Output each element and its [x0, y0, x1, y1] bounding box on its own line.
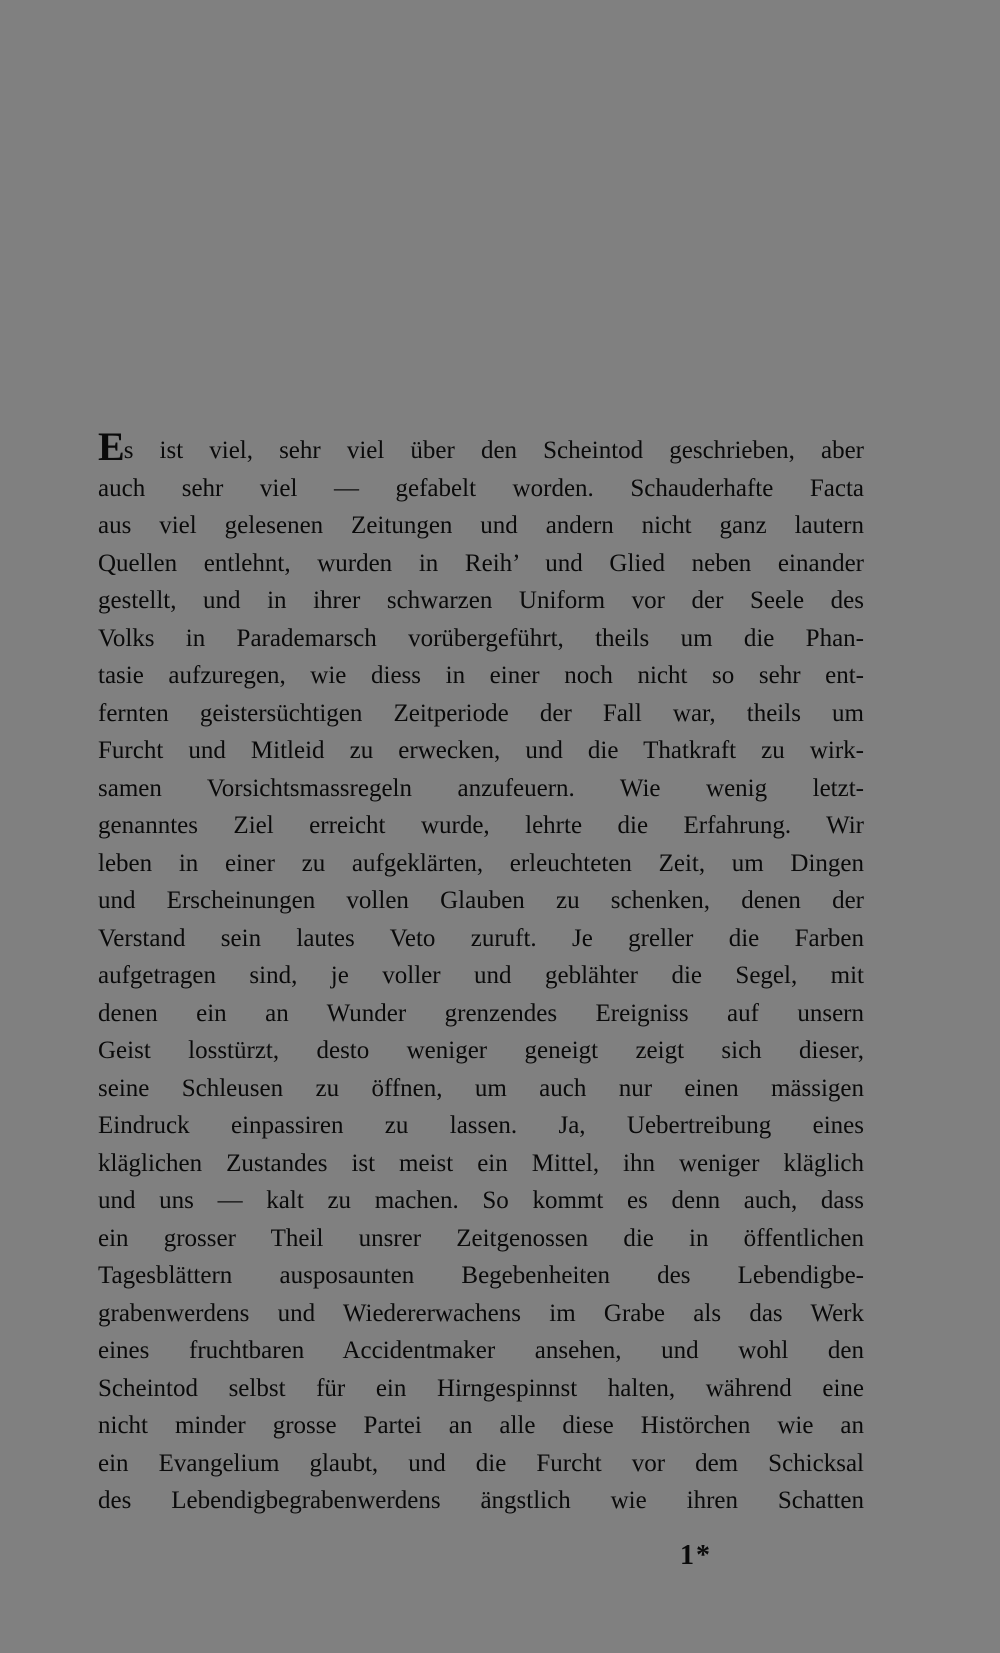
text-line: leben in einer zu aufgeklärten, erleuchteten Zeit, um Dingen [98, 849, 864, 877]
text-line: Geist losstürzt, desto weniger geneigt zeigt sich dieser, [98, 1037, 864, 1064]
body-text [98, 424, 864, 1520]
text-line: Volks in Parademarsch vorübergeführt, theils um die Phan- [98, 624, 864, 652]
text-line: gestellt, und in ihrer schwarzen Uniform vor der Seele des [98, 587, 864, 614]
text-line: Verstand sein lautes Veto zuruft. Je greller die Farben [98, 924, 864, 952]
text-line: denen ein an Wunder grenzendes Ereigniss auf unsern [98, 999, 864, 1027]
text-line: Quellen entlehnt, wurden in Reih’ und Glied neben einander [98, 549, 864, 577]
text-line: Tagesblättern ausposaunten Begebenheiten des Lebendigbe- [98, 1262, 864, 1289]
first-line-text: s ist viel, sehr viel über den Scheintod geschrieben, aber [123, 437, 864, 464]
text-line: nicht minder grosse Partei an alle diese Histörchen wie an [98, 1412, 864, 1439]
text-line: fernten geistersüchtigen Zeitperiode der Fall war, theils um [98, 699, 864, 727]
text-line: auch sehr viel — gefabelt worden. Schauderhafte Facta [98, 474, 864, 502]
text-line: und uns — kalt zu machen. So kommt es denn auch, dass [98, 1187, 864, 1214]
text-line: ein Evangelium glaubt, und die Furcht vor dem Schicksal [98, 1449, 864, 1477]
text-line: kläglichen Zustandes ist meist ein Mittel, ihn weniger kläglich [98, 1149, 864, 1177]
text-line: des Lebendigbegrabenwerdens ängstlich wie ihren Schatten [98, 1487, 864, 1514]
drop-cap: E [98, 424, 124, 469]
text-line: samen Vorsichtsmassregeln anzufeuern. Wie wenig letzt- [98, 774, 864, 802]
text-line: seine Schleusen zu öffnen, um auch nur einen mässigen [98, 1074, 864, 1102]
text-line-first [98, 424, 864, 470]
text-line: Furcht und Mitleid zu erwecken, und die Thatkraft zu wirk- [98, 737, 864, 764]
text-line: und Erscheinungen vollen Glauben zu schenken, denen der [98, 887, 864, 914]
text-line: ein grosser Theil unsrer Zeitgenossen die in öffentlichen [98, 1224, 864, 1252]
page-signature: 1* [680, 1540, 712, 1571]
text-line: Eindruck einpassiren zu lassen. Ja, Uebertreibung eines [98, 1112, 864, 1139]
text-line: genanntes Ziel erreicht wurde, lehrte die Erfahrung. Wir [98, 812, 864, 839]
text-line: eines fruchtbaren Accidentmaker ansehen, und wohl den [98, 1337, 864, 1364]
text-line: Scheintod selbst für ein Hirngespinnst halten, während eine [98, 1374, 864, 1402]
text-line: grabenwerdens und Wiedererwachens im Grabe als das Werk [98, 1299, 864, 1327]
text-line: tasie aufzuregen, wie diess in einer noch nicht so sehr ent- [98, 662, 864, 689]
text-line: aufgetragen sind, je voller und geblähter die Segel, mit [98, 962, 864, 989]
text-line: aus viel gelesenen Zeitungen und andern nicht ganz lautern [98, 512, 864, 539]
